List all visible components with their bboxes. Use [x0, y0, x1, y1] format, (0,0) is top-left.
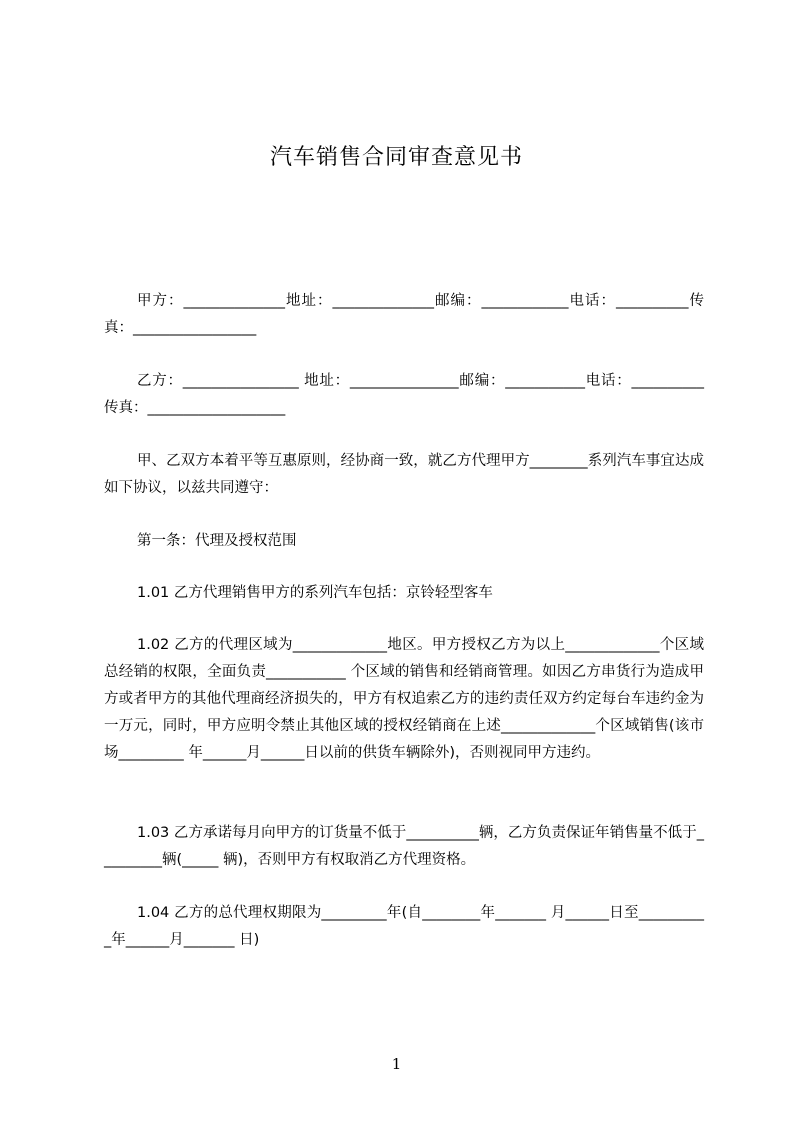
- party-a-info: 甲方：______________地址：______________邮编：____________电话：__________传真：_________________: [104, 293, 704, 336]
- party-b-info: 乙方：________________ 地址：_______________邮编：___________电话：__________传真：___________________: [104, 373, 704, 416]
- clause-1-04: 1.04 乙方的总代理权期限为_________年(自________年_______ 月______日至__________年______月_______ 日): [104, 905, 704, 948]
- clause-1-01: 1.01 乙方代理销售甲方的系列汽车包括：京铃轻型客车: [137, 585, 493, 601]
- clause-1-02: 1.02 乙方的代理区域为_____________地区。甲方授权乙方为以上_____________个区域总经销的权限，全面负责___________ 个区域的销售和经销商管理。如因乙方串货行为造成甲方或者甲方的其他代理商经济损失的，甲方有权追索乙方的违约责任双方约定每台车违约金为一万元，同时，甲方应明令禁止其他区域的授权经销商在上述_____________个区域销售(该市场_________ 年______月______日以前的供货车辆除外)，否则视同甲方违约。: [104, 637, 704, 761]
- clause-1-03: 1.03 乙方承诺每月向甲方的订货量不低于__________辆，乙方负责保证年销售量不低于_________辆(_____ 辆)，否则甲方有权取消乙方代理资格。: [104, 825, 704, 868]
- article-1-heading: 第一条：代理及授权范围: [137, 533, 297, 549]
- intro-paragraph: 甲、乙双方本着平等互惠原则，经协商一致，就乙方代理甲方________系列汽车事宜达成如下协议，以兹共同遵守：: [104, 453, 704, 496]
- document-title: 汽车销售合同审查意见书: [269, 145, 523, 170]
- page-number: 1: [391, 1055, 402, 1073]
